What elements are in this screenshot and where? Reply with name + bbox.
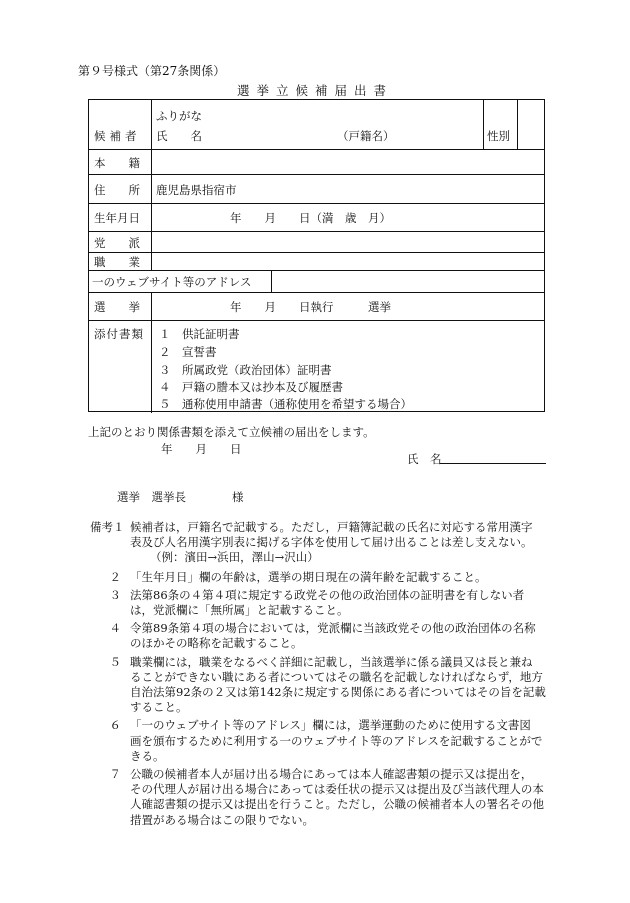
note-line: 自治法第92条の２又は第142条に規定する関係にある者についてはその旨を記載	[130, 685, 546, 700]
note-item	[90, 767, 560, 828]
note-line: 候補者は，戸籍名で記載する。ただし，戸籍簿記載の氏名に対応する常用漢字	[130, 520, 533, 534]
occupation-label: 職 業	[94, 255, 140, 269]
website-column-divider	[271, 270, 272, 292]
name-label: 氏 名	[156, 129, 202, 143]
notes-section	[90, 520, 560, 828]
note-number: ２	[109, 569, 121, 584]
row-divider	[89, 320, 544, 321]
note-line: 「一のウェブサイト等のアドレス」欄には，選挙運動のために使用する文書図	[130, 718, 531, 733]
attachment-item: １ 供託証明書	[159, 327, 240, 341]
website-field[interactable]	[275, 274, 540, 290]
note-line: ることができない職にある者についてはその職名を記載しなければならず，地方	[130, 669, 543, 684]
row-divider	[89, 252, 544, 253]
gender-column-divider	[483, 100, 484, 149]
note-line: 人確認書類の提示又は提出を行うこと。ただし，公職の候補者本人の署名その他	[130, 797, 544, 812]
occupation-field[interactable]	[155, 254, 540, 269]
note-line: 「生年月日」欄の年齢は，選挙の期日現在の満年齢を記載すること。	[130, 569, 487, 584]
row-divider	[89, 174, 544, 175]
address-label: 住 所	[94, 183, 140, 197]
gender-label: 性別	[487, 129, 510, 143]
note-example: （例：濱田→浜田，澤山→沢山）	[150, 550, 319, 565]
note-number: ４	[109, 621, 121, 636]
furigana-label: ふりがな	[156, 109, 202, 123]
signature-label: 氏 名	[407, 452, 442, 466]
election-field[interactable]: 年 月 日執行 選挙	[230, 300, 391, 314]
candidate-label: 候補者	[94, 129, 141, 143]
gender-field[interactable]	[519, 104, 543, 146]
row-divider	[89, 231, 544, 232]
row-divider	[89, 270, 544, 271]
declaration-date[interactable]: 年 月 日	[161, 442, 242, 456]
note-item	[90, 570, 560, 585]
honseki-field[interactable]	[155, 152, 540, 170]
attachments-label: 添付書類	[94, 327, 144, 341]
note-item	[90, 718, 560, 764]
note-number: ３	[109, 587, 121, 602]
note-line: は，党派欄に「無所属」と記載すること。	[130, 603, 349, 618]
note-line: 表及び人名用漢字別表に掲げる字体を使用して届け出ることは差し支えない。	[130, 535, 533, 550]
note-line: のほかその略称を記載すること。	[130, 636, 303, 651]
attachment-item: ２ 宣誓書	[159, 345, 217, 359]
note-item	[90, 588, 560, 618]
birth-date-field[interactable]: 年 月 日（満 歳 月）	[230, 211, 391, 225]
attachment-item: ５ 通称使用申請書（通称使用を希望する場合）	[159, 397, 412, 411]
address-value[interactable]: 鹿児島県指宿市	[156, 183, 237, 197]
attachment-item: ４ 戸籍の謄本又は抄本及び履歴書	[159, 380, 343, 394]
gender-column-divider	[517, 100, 518, 149]
birth-date-label: 生年月日	[94, 211, 140, 225]
declaration-text: 上記のとおり関係書類を添えて立候補の届出をします。	[88, 425, 375, 439]
note-line: きる。	[130, 748, 165, 763]
note-item	[90, 520, 560, 566]
party-label: 党 派	[94, 236, 140, 250]
addressee: 選挙 選挙長 様	[117, 490, 244, 504]
note-number: ７	[109, 767, 121, 782]
note-line: 職業欄には，職業をなるべく詳細に記載し，当該選挙に係る議員又は長と兼ね	[130, 654, 533, 669]
note-line: 措置がある場合はこの限りでない。	[130, 812, 314, 827]
document-title: 選挙立候補届出書	[236, 83, 393, 98]
note-line: 法第86条の４第４項に規定する政党その他の政治団体の証明書を有しない者	[130, 587, 525, 602]
furigana-field[interactable]	[199, 106, 479, 122]
signature-line[interactable]	[440, 463, 546, 464]
row-divider	[89, 149, 544, 150]
row-divider	[89, 203, 544, 204]
note-item	[90, 655, 560, 716]
koseki-name-label: （戸籍名）	[337, 129, 395, 143]
row-divider	[89, 292, 544, 293]
election-label: 選 挙	[94, 300, 140, 314]
note-line: 令第89条第４項の場合においては，党派欄に当該政党その他の政治団体の名称	[130, 621, 536, 636]
note-number: ６	[109, 718, 121, 733]
party-field[interactable]	[155, 234, 540, 250]
note-line: その代理人が届け出る場合にあっては委任状の提示又は提出及び当該代理人の本	[130, 782, 544, 797]
form-number: 第９号様式（第27条関係）	[78, 64, 226, 78]
note-line: 公職の候補者本人が届け出る場合にあっては本人確認書類の提示又は提出を，	[130, 767, 533, 782]
note-line: すること。	[130, 700, 188, 715]
attachment-item: ３ 所属政党（政治団体）証明書	[159, 363, 332, 377]
note-number: ５	[109, 654, 121, 669]
candidate-form-table	[88, 99, 545, 412]
label-column-divider	[151, 292, 152, 413]
label-column-divider	[151, 100, 152, 270]
website-label: 一のウェブサイト等のアドレス	[92, 275, 252, 289]
note-line: 画を頒布するために利用する一のウェブサイト等のアドレスを記載することがで	[130, 733, 543, 748]
honseki-label: 本 籍	[94, 156, 140, 170]
note-item	[90, 621, 560, 651]
notes-heading: 備考１	[90, 520, 125, 534]
